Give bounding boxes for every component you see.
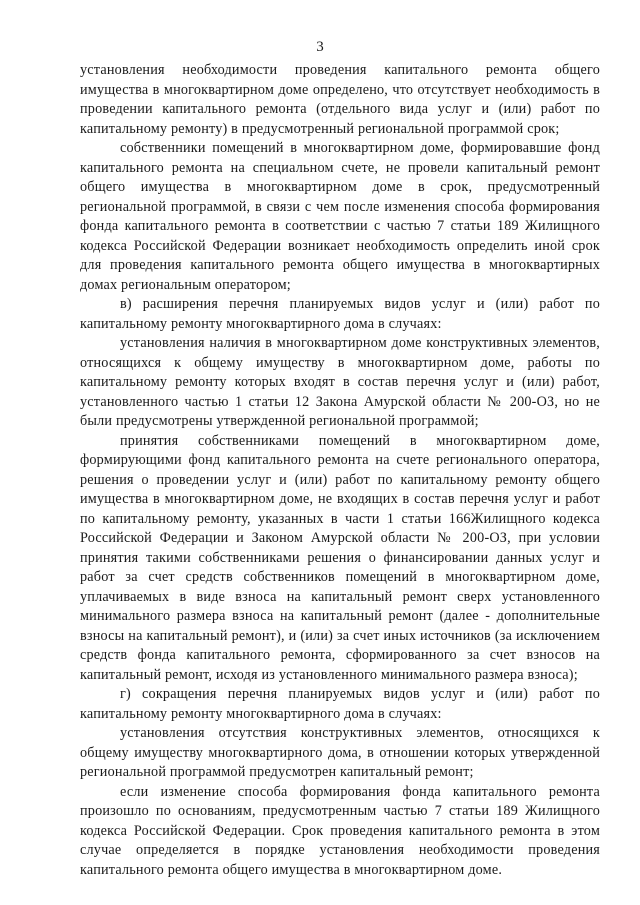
- paragraph: принятия собственниками помещений в многоквартирном доме, формирующими фонд капитального ремонта на счете регионального оператора, решения о проведении услуг и (или) работ по капитальному ремонту общего имущества в многоквартирном доме, не входящих в состав перечня услуг и работ по капитальному ремонту, указанных в части 1 статьи 166Жилищного кодекса Российской Федерации и Законом Амурской области № 200-ОЗ, при условии принятия такими собственниками решения о финансировании данных услуг и работ за счет средств собственников помещений в многоквартирном доме, уплачиваемых в виде взноса на капитальный ремонт сверх установленного минимального размера взноса на капитальный ремонт (далее - дополнительные взносы на капитальный ремонт), и (или) за счет иных источников (за исключением средств фонда капитального ремонта, сформированного за счет взносов на капитальный ремонт, исходя из установленного минимального размера взноса);: [80, 432, 600, 683]
- document-body: [80, 61, 600, 880]
- paragraph: если изменение способа формирования фонда капитального ремонта произошло по основаниям, предусмотренным частью 7 статьи 189 Жилищного кодекса Российской Федерации. Срок проведения капитального ремонта в этом случае определяется в порядке установления необходимости проведения капитального ремонта общего имущества в многоквартирном доме.: [80, 783, 600, 878]
- paragraph-item-v: в) расширения перечня планируемых видов услуг и (или) работ по капитальному ремонту многоквартирного дома в случаях:: [80, 296, 600, 332]
- paragraph-item-g: г) сокращения перечня планируемых видов услуг и (или) работ по капитальному ремонту многоквартирного дома в случаях:: [80, 686, 600, 722]
- paragraph: установления наличия в многоквартирном доме конструктивных элементов, относящихся к общему имуществу в многоквартирном доме, работы по капитальному ремонту которых входят в состав перечня услуг и (или) работ, установленного частью 1 статьи 12 Закона Амурской области № 200-ОЗ, но не были предусмотрены утвержденной региональной программой;: [80, 335, 600, 429]
- paragraph: установления отсутствия конструктивных элементов, относящихся к общему имуществу многоквартирного дома, в отношении которых утвержденной региональной программой предусмотрен капитальный ремонт;: [80, 725, 600, 780]
- paragraph: собственники помещений в многоквартирном доме, формировавшие фонд капитального ремонта на специальном счете, не провели капитальный ремонт общего имущества в многоквартирном доме в срок, предусмотренный региональной программой, в связи с чем после изменения способа формирования фонда капитального ремонта в соответствии с частью 7 статьи 189 Жилищного кодекса Российской Федерации возникает необходимость определить иной срок для проведения капитального ремонта общего имущества в многоквартирных домах региональным оператором;: [80, 140, 600, 293]
- page-number: 3: [316, 39, 324, 55]
- paragraph-continuation: установления необходимости проведения капитального ремонта общего имущества в многоквартирном доме определено, что отсутствует необходимость в проведении капитального ремонта (отдельного вида услуг и (или) работ по капитальному ремонту) в предусмотренный региональной программой срок;: [80, 62, 600, 137]
